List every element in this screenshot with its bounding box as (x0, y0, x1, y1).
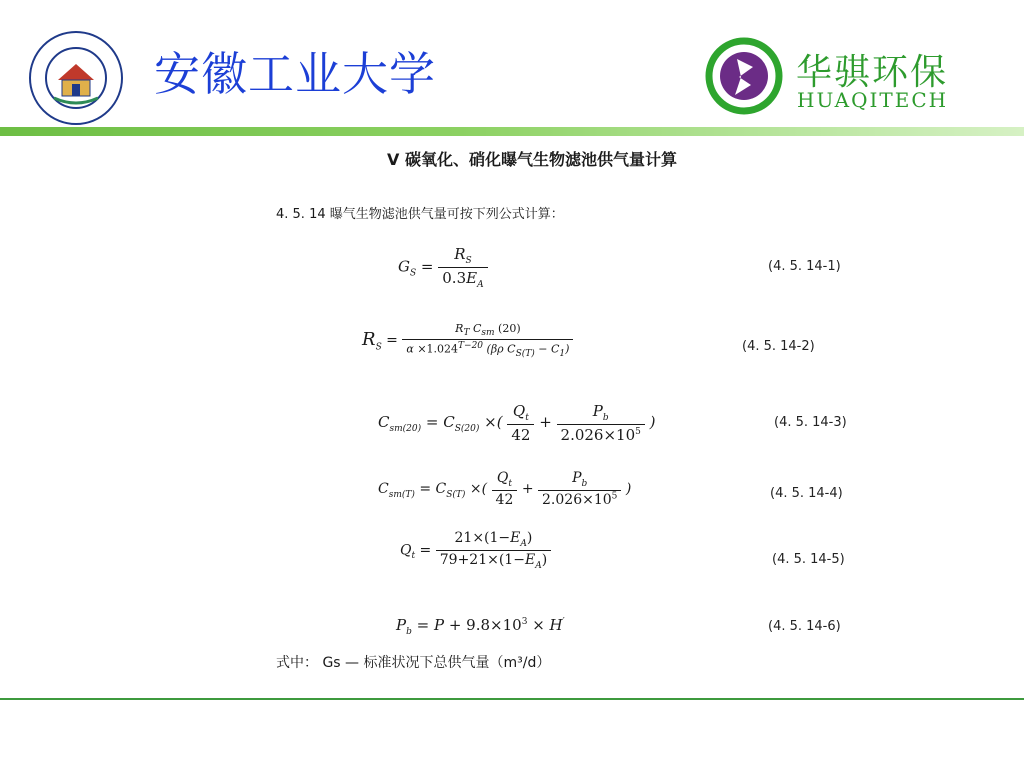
header-divider-bar (0, 127, 1024, 136)
footer-divider-bar (0, 698, 1024, 700)
intro-text: 4. 5. 14 曝气生物滤池供气量可按下列公式计算： (276, 207, 564, 222)
footnote: 式中： Gs — 标准状况下总供气量（m³/d） (276, 655, 551, 671)
equation-3: $C_{sm(20)} = C_{S(20)}$ ×( $\frac{Q_t}{42}$ + $\frac{P_b}{2.026\times 10^5}$ ) (378, 402, 656, 444)
section-title: V 碳氧化、硝化曝气生物滤池供气量计算 (387, 150, 677, 169)
equation-2: $R_S$ = $\frac{R_T C_{sm} (20)}{\alpha \times 1.024^{T-20} (\beta\rho C_{S(T)} - C_1)}$ (362, 322, 573, 359)
company-name: 华骐环保 (796, 52, 949, 93)
equation-number-2: (4. 5. 14-2) (742, 339, 815, 354)
company-subtitle: HUAQITECH (797, 88, 949, 112)
slide-header (0, 0, 1024, 130)
equation-6: $P_b = P + 9.8\times 10^3 \times H'$ (396, 616, 565, 637)
university-name: 安徽工业大学 (154, 47, 436, 101)
equation-1: $G_S$ = $\frac{R_S}{0.3E_A}$ (398, 245, 488, 290)
university-seal-logo (28, 30, 124, 126)
equation-4: $C_{sm(T)} = C_{S(T)}$ ×( $\frac{Q_t}{42}$ + $\frac{P_b}{2.026\times 10^5}$ ) (378, 470, 632, 509)
equation-number-1: (4. 5. 14-1) (768, 259, 841, 274)
company-logo (705, 37, 783, 115)
equation-5: $Q_t$ = $\frac{21\times(1-E_A)}{79+21\times(1-E_A)}$ (400, 530, 551, 571)
equation-number-4: (4. 5. 14-4) (770, 486, 843, 501)
equation-number-3: (4. 5. 14-3) (774, 415, 847, 430)
equation-number-6: (4. 5. 14-6) (768, 619, 841, 634)
equation-number-5: (4. 5. 14-5) (772, 552, 845, 567)
